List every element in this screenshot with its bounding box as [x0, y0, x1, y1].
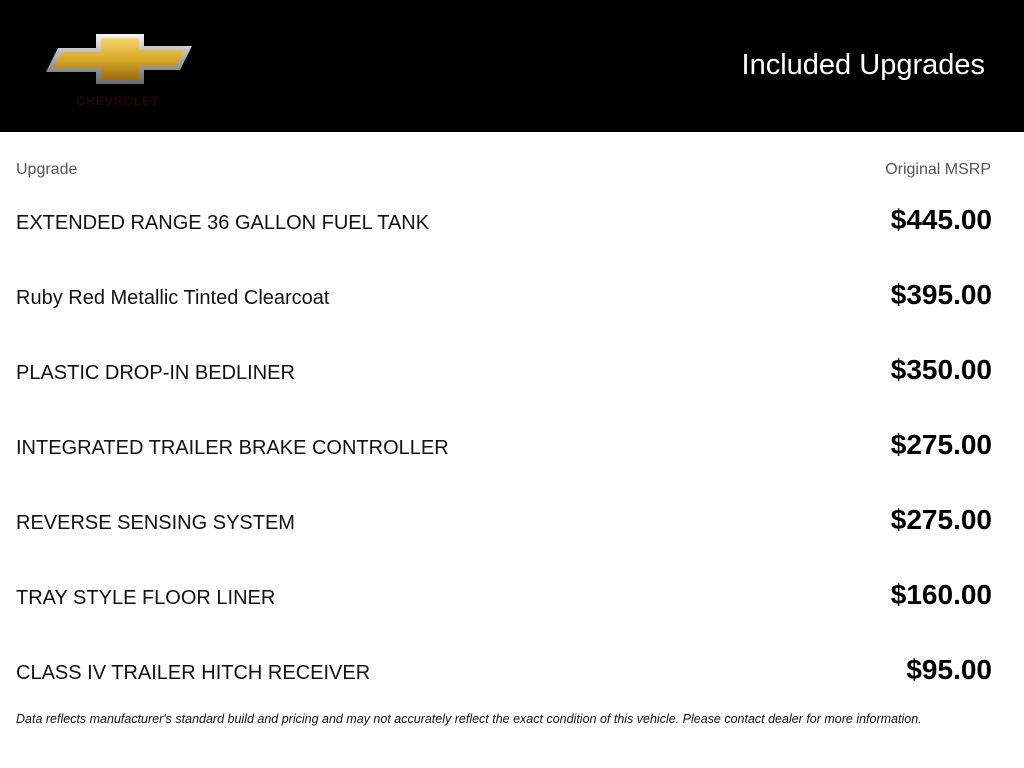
column-header-upgrade: Upgrade [16, 161, 78, 178]
upgrade-price: $445.00 [890, 204, 992, 235]
upgrade-name: INTEGRATED TRAILER BRAKE CONTROLLER [16, 437, 449, 459]
upgrade-name: Ruby Red Metallic Tinted Clearcoat [16, 287, 330, 309]
table-row [16, 202, 992, 242]
column-header-msrp: Original MSRP [885, 161, 991, 178]
chevrolet-wordmark: CHEVROLET [76, 94, 160, 108]
upgrade-name: CLASS IV TRAILER HITCH RECEIVER [16, 662, 371, 684]
upgrade-name: REVERSE SENSING SYSTEM [16, 512, 295, 534]
table-row [16, 277, 992, 317]
upgrade-price: $160.00 [890, 579, 992, 610]
page-header [0, 0, 1024, 132]
table-row [16, 652, 992, 692]
upgrade-price: $395.00 [890, 279, 992, 310]
upgrade-price: $95.00 [906, 654, 992, 685]
upgrade-name: TRAY STYLE FLOOR LINER [16, 587, 276, 609]
page-title: Included Upgrades [741, 49, 985, 81]
upgrade-name: PLASTIC DROP-IN BEDLINER [16, 362, 295, 384]
upgrade-price: $275.00 [890, 504, 992, 535]
upgrade-name: EXTENDED RANGE 36 GALLON FUEL TANK [16, 212, 430, 234]
upgrade-price: $275.00 [890, 429, 992, 460]
table-row [16, 577, 992, 617]
disclaimer-text: Data reflects manufacturer's standard build and pricing and may not accurately reflect the exact condition of this vehicle. Please contact dealer for more information. [16, 712, 922, 726]
table-row [16, 502, 992, 542]
table-row [16, 427, 992, 467]
table-row [16, 352, 992, 392]
upgrade-price: $350.00 [890, 354, 992, 385]
